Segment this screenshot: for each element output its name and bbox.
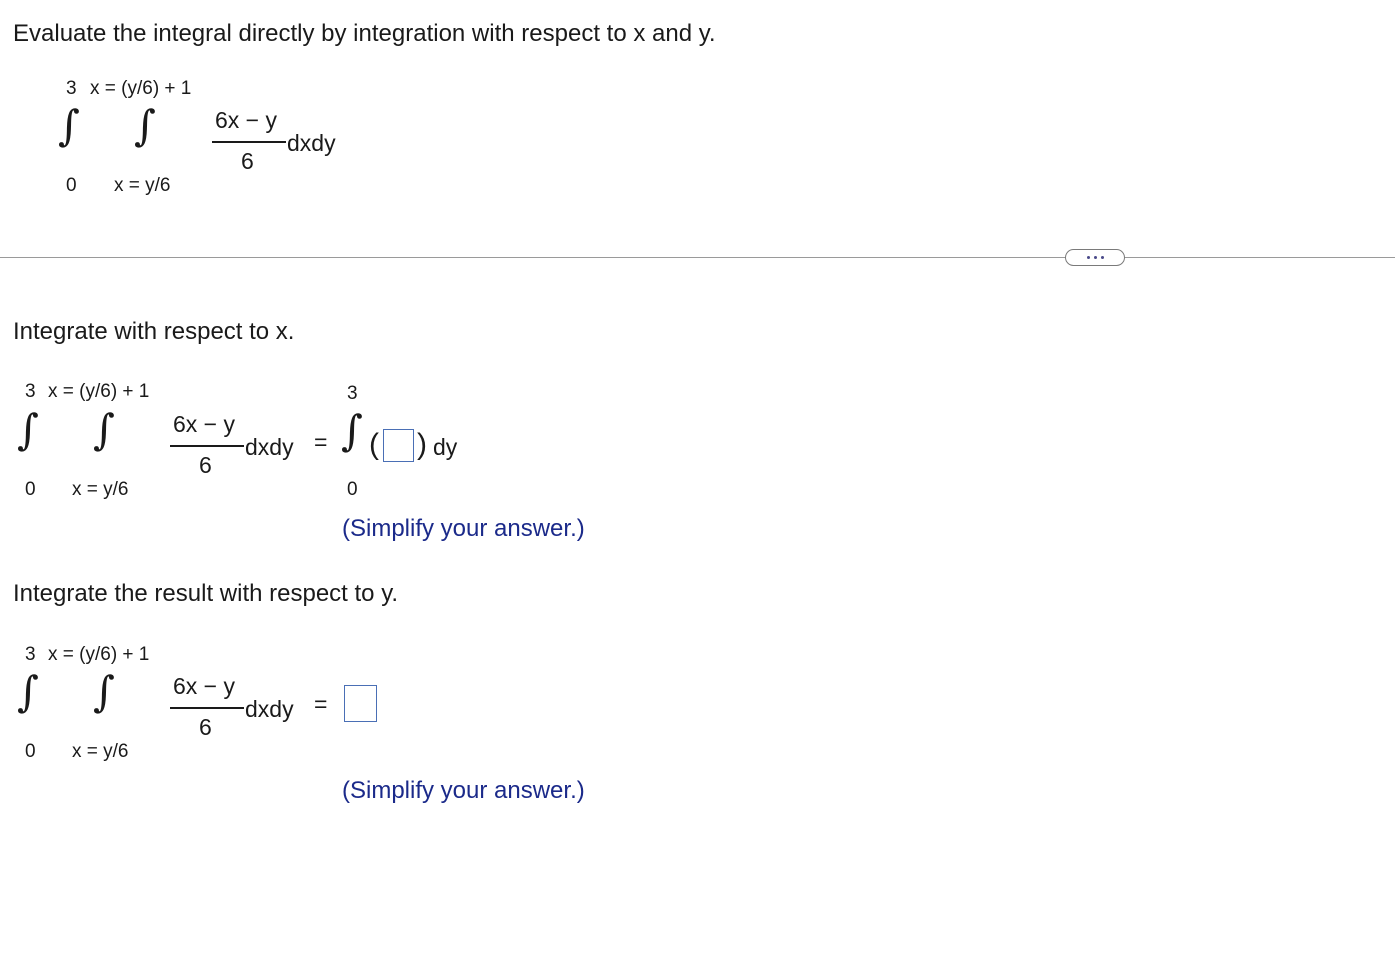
inner-integral-sign: ∫ xyxy=(93,667,115,716)
close-paren: ) xyxy=(417,428,427,461)
step1-simplify-hint: (Simplify your answer.) xyxy=(342,515,585,542)
fraction-bar xyxy=(212,141,286,143)
inner-lower-limit: x = y/6 xyxy=(72,741,129,762)
inner-lower-limit: x = y/6 xyxy=(114,175,171,196)
section-divider xyxy=(0,257,1395,258)
differential: dxdy xyxy=(245,696,294,722)
step2-answer-input[interactable] xyxy=(344,685,377,722)
more-options-button[interactable] xyxy=(1065,249,1125,266)
inner-integral-sign: ∫ xyxy=(134,101,156,150)
integrand-numerator: 6x − y xyxy=(215,107,278,133)
step2-simplify-hint: (Simplify your answer.) xyxy=(342,777,585,804)
differential: dxdy xyxy=(287,130,336,156)
open-paren: ( xyxy=(369,428,379,461)
rhs-lower-limit: 0 xyxy=(347,479,358,500)
outer-integral-sign: ∫ xyxy=(17,405,39,454)
rhs-differential: dy xyxy=(433,434,458,460)
outer-lower-limit: 0 xyxy=(66,175,77,196)
integrand-denominator: 6 xyxy=(199,452,212,478)
ellipsis-dot-icon xyxy=(1087,256,1090,259)
step2-prompt: Integrate the result with respect to y. xyxy=(13,580,399,607)
equals-sign: = xyxy=(314,429,328,455)
step1-answer-input[interactable] xyxy=(383,429,414,462)
fraction-bar xyxy=(170,707,244,709)
integrand-denominator: 6 xyxy=(199,714,212,740)
outer-integral-sign: ∫ xyxy=(58,101,80,150)
differential: dxdy xyxy=(245,434,294,460)
equals-sign: = xyxy=(314,691,328,717)
rhs-upper-limit: 3 xyxy=(347,383,358,404)
inner-lower-limit: x = y/6 xyxy=(72,479,129,500)
outer-lower-limit: 0 xyxy=(25,741,36,762)
ellipsis-dot-icon xyxy=(1101,256,1104,259)
outer-upper-limit: 3 xyxy=(25,381,36,402)
question-prompt: Evaluate the integral directly by integration with respect to x and y. xyxy=(13,20,716,47)
rhs-integral-sign: ∫ xyxy=(341,406,363,455)
outer-upper-limit: 3 xyxy=(25,644,36,665)
inner-upper-limit: x = (y/6) + 1 xyxy=(48,644,150,665)
inner-upper-limit: x = (y/6) + 1 xyxy=(48,381,150,402)
outer-lower-limit: 0 xyxy=(25,479,36,500)
inner-upper-limit: x = (y/6) + 1 xyxy=(90,78,192,99)
inner-integral-sign: ∫ xyxy=(93,405,115,454)
ellipsis-dot-icon xyxy=(1094,256,1097,259)
integrand-numerator: 6x − y xyxy=(173,673,236,699)
outer-upper-limit: 3 xyxy=(66,78,77,99)
step1-prompt: Integrate with respect to x. xyxy=(13,318,295,345)
integrand-denominator: 6 xyxy=(241,148,254,174)
fraction-bar xyxy=(170,445,244,447)
outer-integral-sign: ∫ xyxy=(17,667,39,716)
integrand-numerator: 6x − y xyxy=(173,411,236,437)
